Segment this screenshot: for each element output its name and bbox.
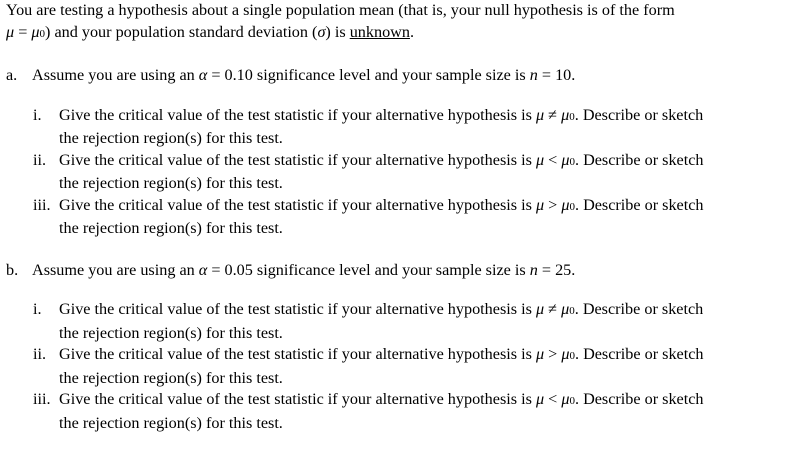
item-line-1 <box>59 389 806 413</box>
item-line-2: the rejection region(s) for this test. <box>59 413 283 432</box>
mu-symbol: μ <box>535 195 545 214</box>
mu-symbol: μ <box>535 300 545 318</box>
item-label: ii. <box>33 345 47 363</box>
item-line-2: the rejection region(s) for this test. <box>59 219 283 237</box>
sigma-symbol: σ <box>317 22 326 41</box>
part-a-items <box>6 105 806 240</box>
item-label: iii. <box>33 390 51 408</box>
part-heading-text: = 10. <box>537 66 576 84</box>
item-line-1 <box>59 344 806 368</box>
subscript-zero: 0 <box>39 27 46 40</box>
item-line-1 <box>59 105 806 129</box>
mu-symbol: μ <box>31 22 40 41</box>
part-label: b. <box>6 260 19 279</box>
item-line-2: the rejection region(s) for this test. <box>59 368 283 387</box>
mu-symbol: μ <box>561 300 570 318</box>
n-symbol: n <box>529 260 538 279</box>
operator: < <box>544 150 562 169</box>
mu-symbol: μ <box>535 150 545 169</box>
item-text: Give the critical value of the test statistic if your alternative hypothesis is <box>59 345 536 363</box>
item-label: ii. <box>33 150 47 169</box>
mu-symbol: μ <box>561 150 570 169</box>
operator: < <box>544 390 562 408</box>
subscript-zero: 0 <box>569 200 575 213</box>
intro-line-1: You are testing a hypothesis about a single population mean (that is, your null hypothesis is of the form <box>6 1 675 19</box>
intro-text: ) and your population standard deviation ( <box>45 22 318 41</box>
subscript-zero: 0 <box>569 350 575 362</box>
equals-sign: = <box>14 22 32 41</box>
part-heading-text: = 0.10 significance level and your sample size is <box>207 66 530 84</box>
item-text: Give the critical value of the test statistic if your alternative hypothesis is <box>59 105 536 124</box>
underlined-unknown: unknown <box>349 22 410 41</box>
mu-symbol: μ <box>561 195 570 214</box>
item-line-1 <box>59 150 806 174</box>
item-line-2: the rejection region(s) for this test. <box>59 129 283 147</box>
part-a-heading <box>6 65 806 87</box>
alpha-symbol: α <box>198 260 208 279</box>
list-item <box>33 195 806 240</box>
part-heading-text: = 25. <box>537 260 576 279</box>
part-heading-text: Assume you are using an <box>32 66 199 84</box>
intro-line-2 <box>6 22 806 46</box>
part-b-heading <box>6 260 806 282</box>
intro-text: ) is <box>325 22 350 41</box>
item-text: Give the critical value of the test statistic if your alternative hypothesis is <box>59 300 536 318</box>
item-text: . Describe or sketch <box>574 300 704 318</box>
n-symbol: n <box>529 66 538 84</box>
item-text: Give the critical value of the test statistic if your alternative hypothesis is <box>59 195 536 214</box>
mu-symbol: μ <box>561 345 570 363</box>
item-text: . Describe or sketch <box>574 195 704 214</box>
subscript-zero: 0 <box>569 155 575 168</box>
item-text: Give the critical value of the test statistic if your alternative hypothesis is <box>59 390 536 408</box>
part-label: a. <box>6 66 18 84</box>
item-line-2: the rejection region(s) for this test. <box>59 174 283 192</box>
part-a <box>6 65 806 240</box>
item-line-1 <box>59 299 806 323</box>
mu-symbol: μ <box>561 105 570 124</box>
item-label: iii. <box>33 195 51 214</box>
item-line-1 <box>59 195 806 219</box>
item-text: . Describe or sketch <box>574 150 704 169</box>
item-line-2: the rejection region(s) for this test. <box>59 323 283 342</box>
intro-paragraph <box>6 0 806 45</box>
item-text: Give the critical value of the test statistic if your alternative hypothesis is <box>59 150 536 169</box>
part-b-items <box>6 299 806 434</box>
operator: > <box>544 195 562 214</box>
mu-symbol: μ <box>535 105 545 124</box>
mu-symbol: μ <box>6 22 15 41</box>
subscript-zero: 0 <box>569 305 575 317</box>
list-item <box>33 344 806 389</box>
list-item <box>33 389 806 434</box>
item-label: i. <box>33 300 42 318</box>
operator: ≠ <box>544 105 562 124</box>
intro-text: . <box>409 22 415 41</box>
mu-symbol: μ <box>535 390 545 408</box>
subscript-zero: 0 <box>569 110 575 123</box>
list-item <box>33 105 806 150</box>
operator: > <box>544 345 562 363</box>
part-heading-text: Assume you are using an <box>32 260 199 279</box>
subscript-zero: 0 <box>569 395 575 407</box>
document-page <box>6 0 806 434</box>
item-label: i. <box>33 105 42 124</box>
list-item <box>33 150 806 195</box>
alpha-symbol: α <box>198 66 208 84</box>
item-text: . Describe or sketch <box>574 345 704 363</box>
item-text: . Describe or sketch <box>574 390 704 408</box>
item-text: . Describe or sketch <box>574 105 704 124</box>
list-item <box>33 299 806 344</box>
part-heading-text: = 0.05 significance level and your sample size is <box>207 260 530 279</box>
part-b <box>6 260 806 435</box>
mu-symbol: μ <box>561 390 570 408</box>
mu-symbol: μ <box>535 345 545 363</box>
operator: ≠ <box>544 300 562 318</box>
